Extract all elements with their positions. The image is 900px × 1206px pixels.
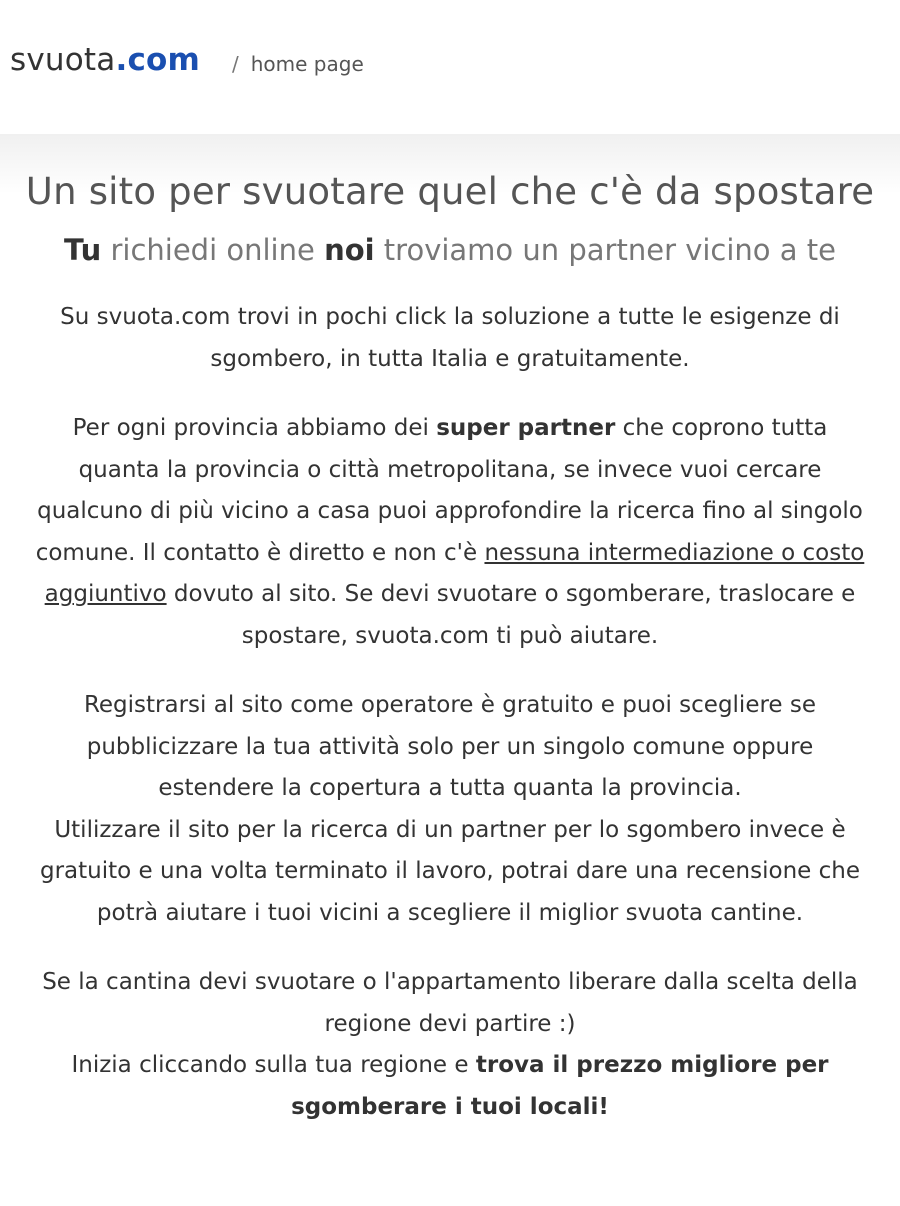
logo-text: svuota (10, 42, 116, 78)
subtitle-part2: troviamo un partner vicino a te (374, 233, 836, 267)
partners-text-3: dovuto al sito. Se devi svuotare o sgomberare, traslocare e spostare, svuota.com ti può aiutare. (166, 581, 856, 649)
subtitle-noi: noi (324, 233, 375, 267)
breadcrumb-separator: / (232, 52, 239, 76)
partners-text-1: Per ogni provincia abbiamo dei (72, 415, 437, 441)
intro-paragraph: Su svuota.com trovi in pochi click la soluzione a tutte le esigenze di sgombero, in tutta Italia e gratuitamente. (60, 304, 840, 372)
subtitle-tu: Tu (64, 233, 102, 267)
partners-text-2: che coprono tutta quanta la provincia o città metropolitana, se invece vuoi cercare qualcuno di più vicino a casa puoi approfondire la ricerca fino al singolo comune. Il contatto è diretto e non c'è (35, 415, 863, 566)
page-title: Un sito per svuotare quel che c'è da spostare (25, 170, 875, 213)
site-logo[interactable] (10, 42, 200, 78)
cta-line-1: Se la cantina devi svuotare o l'appartamento liberare dalla scelta della regione devi partire :) (42, 969, 858, 1037)
operators-paragraph (30, 685, 870, 934)
operators-line-1: Registrarsi al sito come operatore è gratuito e puoi scegliere se pubblicizzare la tua attività solo per un singolo comune oppure estendere la copertura a tutta quanta la provincia. (83, 692, 817, 801)
cta-line-2: Inizia cliccando sulla tua regione e (71, 1052, 476, 1078)
logo-tld: .com (115, 42, 201, 78)
main-content (0, 134, 900, 1206)
page-subtitle (0, 233, 900, 267)
breadcrumb (232, 52, 364, 76)
breadcrumb-current: home page (250, 52, 364, 76)
operators-line-2: Utilizzare il sito per la ricerca di un partner per lo sgombero invece è gratuito e una volta terminato il lavoro, potrai dare una recensione che potrà aiutare i tuoi vicini a scegliere il miglior svuota cantine. (40, 816, 860, 926)
subtitle-part1: richiedi online (101, 233, 325, 267)
partners-underlined: nessuna intermediazione o costo aggiuntivo (44, 539, 865, 607)
cta-bold: trova il prezzo migliore per sgomberare i tuoi locali! (291, 1052, 829, 1120)
site-header (0, 0, 900, 134)
partners-bold: super partner (436, 415, 616, 441)
partners-paragraph (30, 408, 870, 657)
cta-paragraph (30, 962, 870, 1128)
